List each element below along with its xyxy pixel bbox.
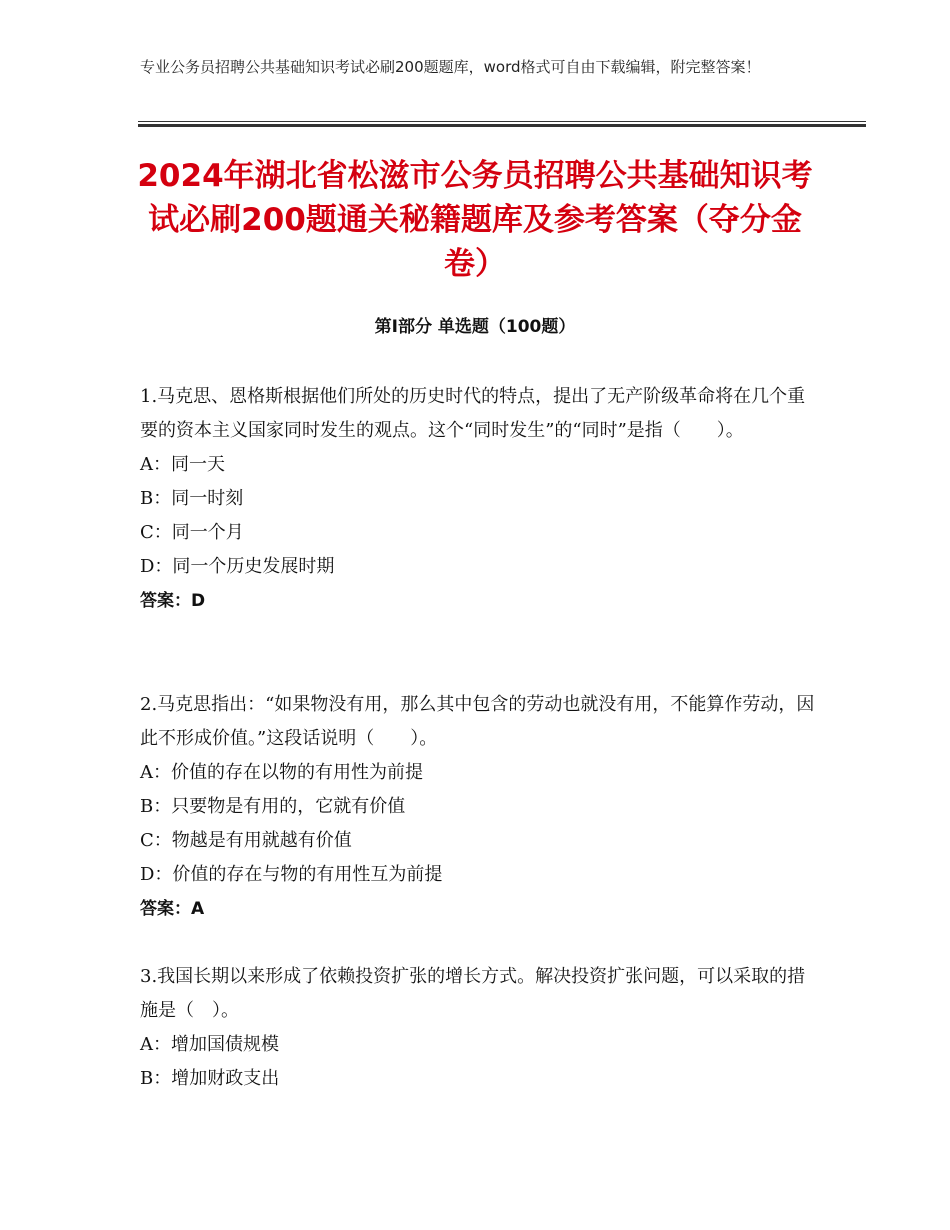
option-b: B：同一时刻 xyxy=(140,488,244,509)
option-c: C：同一个月 xyxy=(140,522,244,543)
question-stem: 2.马克思指出：“如果物没有用，那么其中包含的劳动也就没有用，不能算作劳动，因此不形成价值。”这段话说明（ ）。 xyxy=(140,694,815,749)
header-divider-thin xyxy=(138,121,866,122)
option-a: A：增加国债规模 xyxy=(140,1034,279,1055)
option-c: C：物越是有用就越有价值 xyxy=(140,830,352,851)
answer: 答案：A xyxy=(140,899,205,919)
option-b: B：只要物是有用的，它就有价值 xyxy=(140,796,406,817)
option-b: B：增加财政支出 xyxy=(140,1068,280,1089)
option-a: A：同一天 xyxy=(140,454,225,475)
question-stem: 1.马克思、恩格斯根据他们所处的历史时代的特点，提出了无产阶级革命将在几个重要的资本主义国家同时发生的观点。这个“同时发生”的“同时”是指（ ）。 xyxy=(140,386,806,441)
document-title: 2024年湖北省松滋市公务员招聘公共基础知识考试必刷200题通关秘籍题库及参考答案（夺分金卷） xyxy=(137,158,813,282)
part-heading: 第Ⅰ部分 单选题（100题） xyxy=(374,317,576,337)
option-a: A：价值的存在以物的有用性为前提 xyxy=(140,762,423,783)
option-d: D：价值的存在与物的有用性互为前提 xyxy=(140,864,443,885)
question-3 xyxy=(140,960,820,1096)
header-note: 专业公务员招聘公共基础知识考试必刷200题题库，word格式可自由下载编辑，附完整答案！ xyxy=(140,58,761,76)
question-stem: 3.我国长期以来形成了依赖投资扩张的增长方式。解决投资扩张问题，可以采取的措施是（ ）。 xyxy=(140,966,806,1021)
answer: 答案：D xyxy=(140,591,206,611)
header-divider-thick xyxy=(138,124,866,127)
question-2 xyxy=(140,688,820,926)
option-d: D：同一个历史发展时期 xyxy=(140,556,335,577)
question-1 xyxy=(140,380,820,618)
